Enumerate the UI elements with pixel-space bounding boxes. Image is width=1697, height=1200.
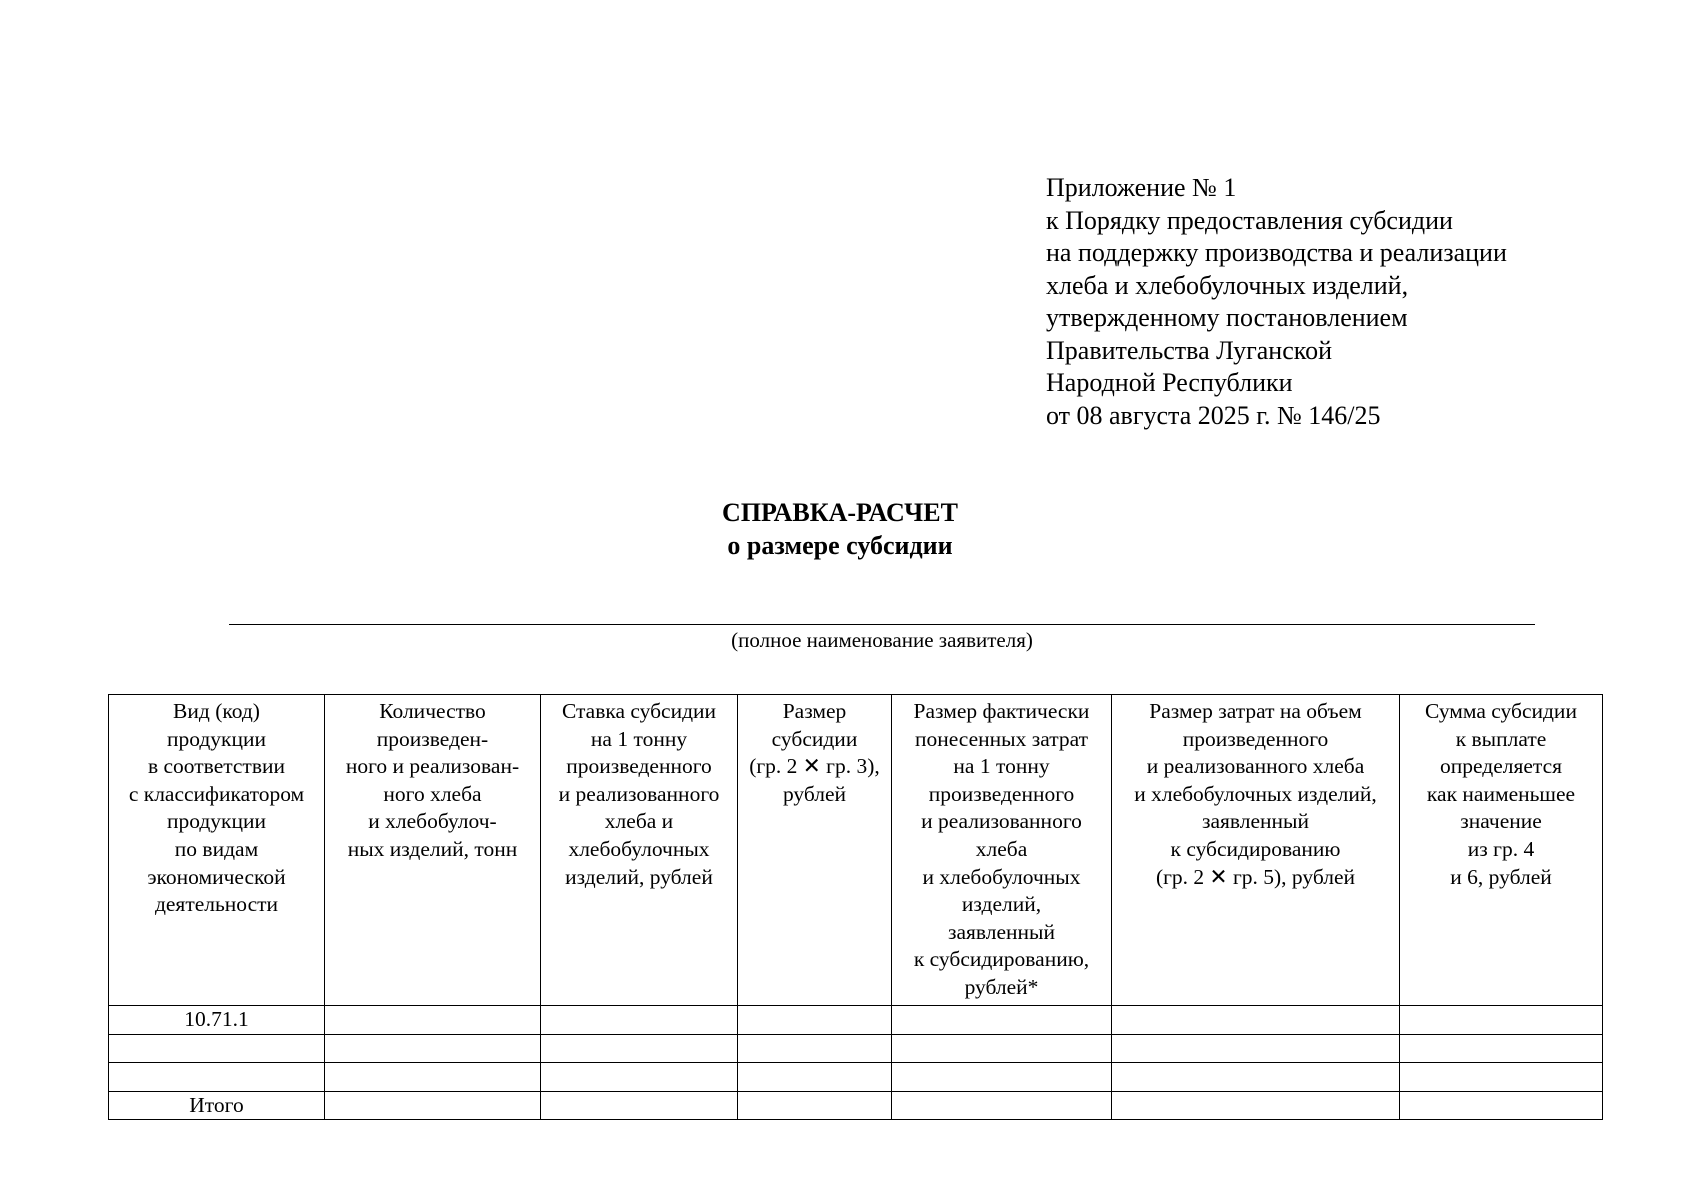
table-cell	[892, 1091, 1112, 1120]
table-cell	[1112, 1091, 1400, 1120]
table-cell	[1400, 1091, 1603, 1120]
table-cell	[325, 1006, 541, 1035]
appendix-line: Народной Республики	[1046, 368, 1293, 397]
table-cell	[892, 1063, 1112, 1092]
table-cell	[738, 1006, 892, 1035]
document-title	[0, 496, 1680, 562]
table-cell	[1400, 1034, 1603, 1063]
title-line-2: о размере субсидии	[727, 531, 953, 560]
header-cell	[738, 695, 892, 1006]
table-cell	[109, 1034, 325, 1063]
table-cell	[1112, 1034, 1400, 1063]
header-text: Вид (код) продукции в соответствии с классификатором продукции по видам экономической деятельности	[128, 699, 305, 917]
table-cell	[1400, 1006, 1603, 1035]
appendix-line: Правительства Луганской	[1046, 335, 1332, 365]
header-text: Сумма субсидии к выплате определяется как наименьшее значение из гр. 4 и 6, рублей	[1425, 699, 1577, 889]
appendix-line: утвержденному постановлением	[1046, 303, 1408, 332]
table-cell: Итого	[109, 1091, 325, 1120]
title-line-1: СПРАВКА-РАСЧЕТ	[722, 498, 958, 527]
table-cell	[892, 1006, 1112, 1035]
table-row	[109, 1006, 1603, 1035]
table-total-row	[109, 1091, 1603, 1120]
table-cell	[109, 1063, 325, 1092]
header-text: Размер затрат на объем произведенного и реализованного хлеба и хлебобулочных изделий, заявленный к субсидированию (гр. 2 ✕ гр. 5), рублей	[1134, 699, 1377, 889]
appendix-block	[1046, 172, 1646, 432]
table-cell	[541, 1063, 738, 1092]
header-cell	[541, 695, 738, 1006]
table-cell	[325, 1091, 541, 1120]
header-cell	[1112, 695, 1400, 1006]
table-cell	[325, 1034, 541, 1063]
appendix-line: Приложение № 1	[1046, 173, 1237, 202]
header-text: Размер фактически понесенных затрат на 1 тонну произведенного и реализованного хлеба и хлебобулочных изделий, заявленный к субсидированию, рублей*	[913, 699, 1090, 999]
applicant-caption: (полное наименование заявителя)	[731, 628, 1033, 652]
table-cell	[892, 1034, 1112, 1063]
table-cell	[738, 1063, 892, 1092]
table-cell	[738, 1034, 892, 1063]
header-cell	[892, 695, 1112, 1006]
appendix-line: на поддержку производства и реализации	[1046, 238, 1507, 267]
appendix-line: к Порядку предоставления субсидии	[1046, 205, 1453, 235]
appendix-line: от 08 августа 2025 г. № 146/25	[1046, 400, 1381, 430]
table-cell	[1400, 1063, 1603, 1092]
table-cell	[325, 1063, 541, 1092]
header-text: Ставка субсидии на 1 тонну произведенного и реализованного хлеба и хлебобулочных изделий, рублей	[558, 699, 720, 889]
header-text: Количество произведен- ного и реализован- ного хлеба и хлебобулоч- ных изделий, тонн	[345, 699, 520, 861]
applicant-name-field-line	[229, 624, 1535, 625]
table-row	[109, 1063, 1603, 1092]
table-cell	[1112, 1063, 1400, 1092]
table-cell	[541, 1006, 738, 1035]
table-cell	[738, 1091, 892, 1120]
table-cell	[1112, 1006, 1400, 1035]
table-cell	[541, 1091, 738, 1120]
header-text: Размер субсидии (гр. 2 ✕ гр. 3), рублей	[749, 699, 880, 806]
subsidy-calculation-table	[108, 694, 1603, 1120]
appendix-line: хлеба и хлебобулочных изделий,	[1046, 270, 1409, 300]
header-cell	[1400, 695, 1603, 1006]
header-cell	[109, 695, 325, 1006]
table-cell	[541, 1034, 738, 1063]
table-row	[109, 1034, 1603, 1063]
header-cell	[325, 695, 541, 1006]
table-cell: 10.71.1	[109, 1006, 325, 1035]
table-header-row	[109, 695, 1603, 1006]
